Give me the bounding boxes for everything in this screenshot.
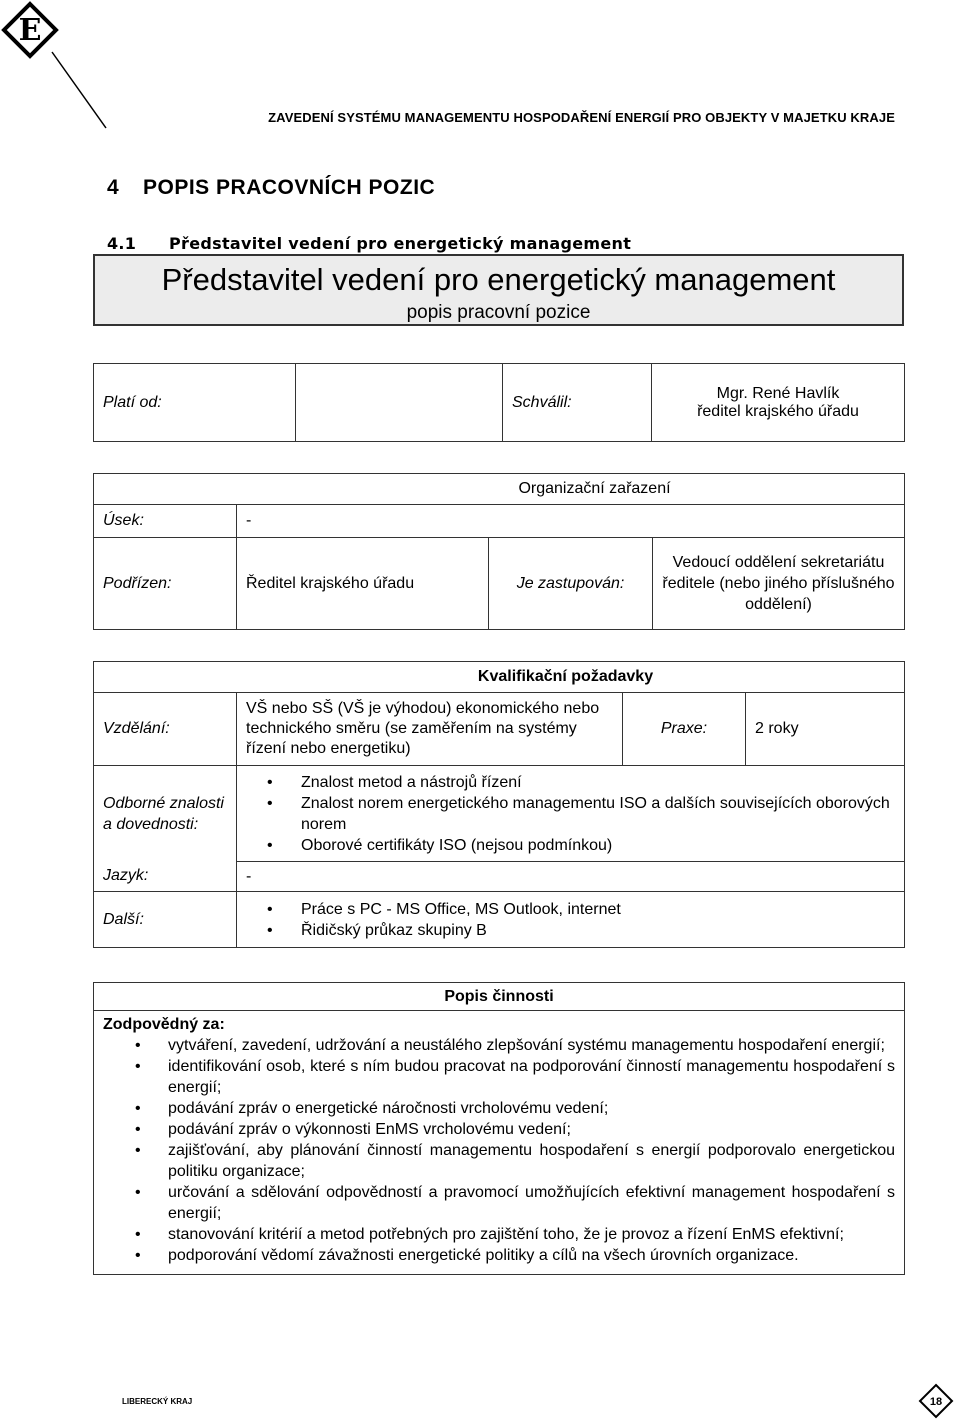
skills-cell xyxy=(237,766,905,862)
deputy-value: Vedoucí oddělení sekretariátu ředitele (nebo jiného příslušného oddělení) xyxy=(653,538,905,630)
activity-table xyxy=(93,982,905,1275)
list-item: • Práce s PC - MS Office, MS Outlook, internet xyxy=(301,899,904,920)
other-label: Další: xyxy=(94,892,237,948)
list-item: • podporování vědomí závažnosti energetické politiky a cílů na všech úrovních organizace. xyxy=(168,1245,895,1266)
section-heading xyxy=(107,176,435,200)
section-number: 4 xyxy=(107,176,120,199)
list-item: • Řidičský průkaz skupiny B xyxy=(301,920,904,941)
list-item: • Znalost metod a nástrojů řízení xyxy=(301,772,904,793)
valid-from-value xyxy=(296,364,503,442)
deputy-label: Je zastupován: xyxy=(489,538,653,630)
position-title: Představitel vedení pro energetický management xyxy=(161,262,836,297)
education-label: Vzdělání: xyxy=(94,693,237,766)
footer-organization: LIBERECKÝ KRAJ xyxy=(122,1397,193,1406)
position-title-box xyxy=(93,254,904,326)
section-title: POPIS PRACOVNÍCH POZIC xyxy=(143,176,436,199)
organization-heading: Organizační zařazení xyxy=(94,474,905,505)
other-cell xyxy=(237,892,905,948)
organization-table xyxy=(93,473,905,630)
subsection-title: Představitel vedení pro energetický management xyxy=(169,234,632,253)
list-item: • identifikování osob, které s ním budou pracovat na podporování činností managementu hospodaření s energií; xyxy=(168,1056,895,1098)
responsible-label: Zodpovědný za: xyxy=(103,1016,225,1033)
subsection-heading xyxy=(107,234,631,253)
approver-role: ředitel krajského úřadu xyxy=(697,402,859,420)
skills-list xyxy=(237,772,904,856)
language-value: - xyxy=(237,862,905,892)
activity-cell xyxy=(94,1011,905,1275)
other-list xyxy=(237,899,904,941)
list-item: • vytváření, zavedení, udržování a neustálého zlepšování systému managementu hospodaření energií; xyxy=(168,1035,895,1056)
page-number-badge xyxy=(918,1383,954,1419)
list-item: • podávání zpráv o výkonnosti EnMS vrcholovému vedení; xyxy=(168,1119,895,1140)
language-label: Jazyk: xyxy=(94,862,237,892)
position-subtitle: popis pracovní pozice xyxy=(406,302,591,323)
approver-cell xyxy=(652,364,905,442)
logo-letter: E xyxy=(18,13,42,48)
practice-value: 2 roky xyxy=(746,693,905,766)
valid-from-label: Platí od: xyxy=(94,364,296,442)
practice-label: Praxe: xyxy=(623,693,746,766)
skills-label: Odborné znalosti a dovednosti: xyxy=(94,766,237,862)
page-number: 18 xyxy=(929,1396,943,1408)
approver-name: Mgr. René Havlík xyxy=(716,384,840,402)
list-item: • stanovování kritérií a metod potřebných pro zajištění toho, že je provoz a řízení EnMS efektivní; xyxy=(168,1224,895,1245)
document-header: ZAVEDENÍ SYSTÉMU MANAGEMENTU HOSPODAŘENÍ ENERGIÍ PRO OBJEKTY V MAJETKU KRAJE xyxy=(268,110,895,125)
qualification-table xyxy=(93,661,905,948)
list-item: • zajišťování, aby plánování činností managementu hospodaření s energií podporovalo energetickou politiku organizace; xyxy=(168,1140,895,1182)
subordinate-label: Podřízen: xyxy=(94,538,237,630)
subsection-number: 4.1 xyxy=(107,234,137,253)
logo xyxy=(0,0,110,130)
section-value: - xyxy=(237,505,905,538)
list-item: • Znalost norem energetického managementu ISO a dalších souvisejících oborových norem xyxy=(301,793,904,835)
approved-by-label: Schválil: xyxy=(503,364,652,442)
list-item: • Oborové certifikáty ISO (nejsou podmínkou) xyxy=(301,835,904,856)
section-label: Úsek: xyxy=(94,505,237,538)
approval-table xyxy=(93,363,905,442)
responsibility-list xyxy=(103,1035,895,1266)
subordinate-value: Ředitel krajského úřadu xyxy=(237,538,489,630)
list-item: • podávání zpráv o energetické náročnosti vrcholovému vedení; xyxy=(168,1098,895,1119)
activity-heading: Popis činnosti xyxy=(94,983,905,1011)
education-value: VŠ nebo SŠ (VŠ je výhodou) ekonomického nebo technického směru (se zaměřením na systémy řízení nebo energetiku) xyxy=(237,693,623,766)
qualification-heading: Kvalifikační požadavky xyxy=(94,662,905,693)
list-item: • určování a sdělování odpovědností a pravomocí umožňujících efektivní management hospodaření s energií; xyxy=(168,1182,895,1224)
